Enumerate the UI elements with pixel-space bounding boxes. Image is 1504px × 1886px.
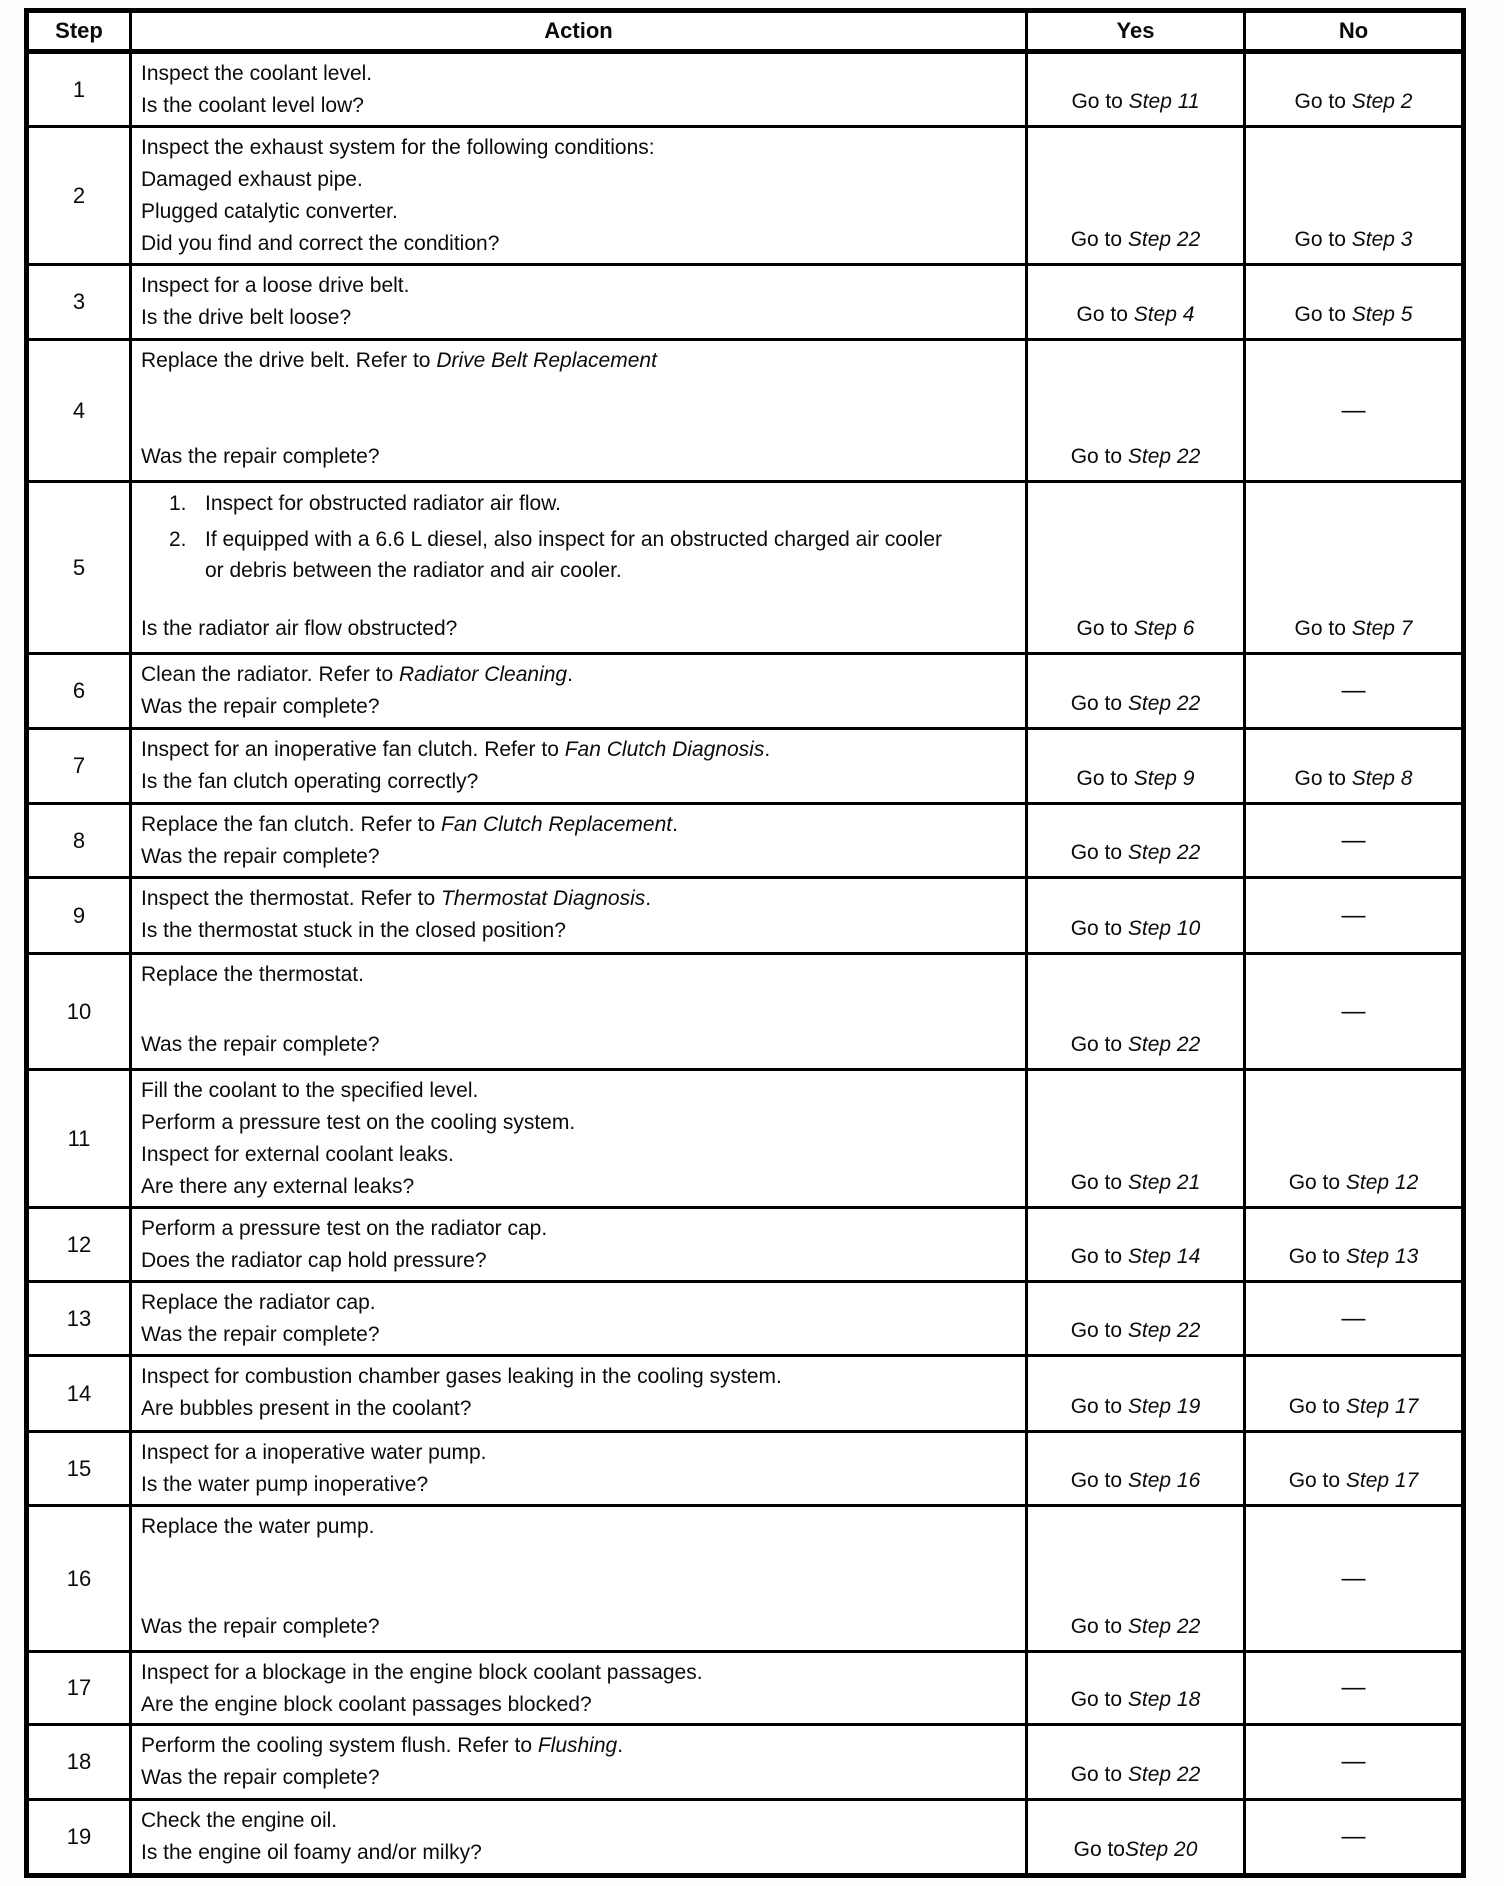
action-line (141, 58, 1015, 90)
dash: — (1341, 1304, 1366, 1332)
action-line (141, 1361, 1015, 1393)
dash: — (1341, 1674, 1366, 1701)
goto-text (1071, 1167, 1201, 1199)
action-text: Inspect for a inoperative water pump. (141, 1441, 487, 1464)
reference-text: Thermostat Diagnosis (440, 887, 646, 910)
action-cell (129, 1206, 1025, 1280)
action-text: Replace the water pump. (141, 1515, 375, 1538)
step-number-cell (29, 263, 129, 338)
action-text: Clean the radiator. Refer to (141, 663, 399, 686)
goto-text (1295, 86, 1413, 118)
action-line (141, 1437, 1015, 1469)
column-header-yes: Yes (1025, 13, 1243, 51)
no-cell (1243, 480, 1461, 652)
action-text: . (645, 887, 652, 910)
action-text: Does the radiator cap hold pressure? (141, 1249, 487, 1272)
goto-step-reference: Step 7 (1351, 617, 1413, 640)
no-cell (1243, 802, 1461, 876)
action-cell (129, 1723, 1025, 1798)
goto-text (1071, 1611, 1201, 1643)
step-number-cell (29, 51, 129, 125)
goto-step-reference: Step 4 (1133, 303, 1195, 326)
step-number-cell (29, 1206, 129, 1280)
step-number: 3 (72, 289, 86, 314)
action-text: If equipped with a 6.6 L diesel, also inspect for an obstructed charged air cooler or debris between the radiator and air cooler. (205, 528, 942, 582)
action-question (141, 302, 1015, 334)
action-text: Replace the radiator cap. (141, 1291, 376, 1314)
action-line (205, 488, 561, 519)
goto-step-reference: Step 22 (1127, 1319, 1201, 1342)
action-cell (129, 263, 1025, 338)
action-line (141, 1213, 1015, 1245)
goto-text (1077, 613, 1195, 645)
step-number: 12 (66, 1231, 92, 1257)
reference-text: Fan Clutch Replacement (441, 813, 673, 836)
step-number-cell (29, 652, 129, 727)
goto-prefix: Go to (1294, 303, 1352, 326)
action-cell (129, 876, 1025, 952)
action-line (141, 659, 1015, 691)
goto-text (1071, 1684, 1201, 1716)
goto-step-reference: Step 17 (1345, 1395, 1419, 1418)
step-number: 5 (72, 554, 86, 580)
step-number: 10 (66, 998, 92, 1024)
yes-cell (1025, 1354, 1243, 1430)
goto-text (1074, 1834, 1198, 1866)
action-line (141, 1657, 1015, 1689)
goto-prefix: Go to (1288, 1245, 1346, 1268)
yes-cell (1025, 51, 1243, 125)
yes-cell (1025, 1798, 1243, 1873)
action-line (141, 345, 1015, 377)
action-question (141, 228, 1015, 260)
action-cell (129, 1798, 1025, 1873)
goto-prefix: Go to (1288, 1171, 1346, 1194)
no-cell (1243, 952, 1461, 1068)
step-number: 13 (66, 1305, 92, 1331)
goto-step-reference: Step 16 (1127, 1469, 1201, 1492)
action-line (141, 1139, 1015, 1171)
step-number: 11 (67, 1125, 91, 1151)
goto-prefix: Go to (1070, 1615, 1128, 1638)
yes-cell (1025, 876, 1243, 952)
reference-text: Radiator Cleaning (398, 663, 568, 686)
action-text: Inspect the exhaust system for the following conditions: (141, 136, 655, 159)
step-number: 14 (66, 1380, 92, 1406)
action-question (141, 1762, 1015, 1794)
action-text: . (567, 663, 573, 686)
action-line (141, 809, 1015, 841)
yes-cell (1025, 952, 1243, 1068)
action-question (141, 1245, 1015, 1277)
step-number: 6 (72, 678, 86, 703)
action-text: Is the water pump inoperative? (141, 1473, 429, 1496)
reference-text: Drive Belt Replacement (436, 349, 657, 372)
yes-cell (1025, 1650, 1243, 1723)
list-number: 1. (169, 492, 187, 515)
action-question (141, 1689, 1015, 1721)
list-number: 2. (169, 528, 187, 551)
goto-text (1289, 1391, 1419, 1423)
action-line (141, 1107, 1015, 1139)
step-number-cell (29, 1280, 129, 1354)
goto-text (1295, 224, 1413, 256)
goto-prefix: Go to (1070, 917, 1128, 940)
action-line (141, 1805, 1015, 1837)
action-text: Inspect for combustion chamber gases leaking in the cooling system. (141, 1365, 782, 1388)
goto-text (1071, 1391, 1201, 1423)
no-cell (1243, 1723, 1461, 1798)
goto-text (1071, 1029, 1201, 1061)
action-cell (129, 802, 1025, 876)
no-cell (1243, 727, 1461, 802)
yes-cell (1025, 1430, 1243, 1504)
step-number-cell (29, 480, 129, 652)
goto-text (1071, 224, 1201, 256)
step-number-cell (29, 876, 129, 952)
yes-cell (1025, 480, 1243, 652)
action-list-item (141, 524, 1015, 586)
goto-text (1071, 86, 1199, 118)
no-cell (1243, 338, 1461, 480)
yes-cell (1025, 652, 1243, 727)
action-text: Replace the fan clutch. Refer to (141, 813, 441, 836)
step-number: 4 (72, 397, 86, 423)
goto-prefix: Go to (1294, 228, 1352, 251)
action-text: Perform the cooling system flush. Refer to (141, 1734, 538, 1757)
goto-prefix: Go to (1294, 617, 1352, 640)
action-cell (129, 125, 1025, 263)
action-line (141, 734, 1015, 766)
action-text: Inspect the thermostat. Refer to (141, 887, 441, 910)
action-question (141, 90, 1015, 122)
step-number-cell (29, 1723, 129, 1798)
goto-step-reference: Step 22 (1127, 1615, 1201, 1638)
action-text: Fill the coolant to the specified level. (141, 1079, 479, 1102)
goto-prefix: Go to (1294, 90, 1352, 113)
step-number-cell (29, 338, 129, 480)
no-cell (1243, 1650, 1461, 1723)
action-text: Was the repair complete? (141, 1033, 380, 1056)
step-number-cell (29, 952, 129, 1068)
step-number: 15 (66, 1455, 92, 1481)
action-line (141, 1287, 1015, 1319)
yes-cell (1025, 263, 1243, 338)
step-number-cell (29, 1798, 129, 1873)
goto-prefix: Go to (1070, 445, 1128, 468)
goto-prefix: Go to (1076, 617, 1134, 640)
column-header-action: Action (129, 13, 1025, 51)
action-line (141, 196, 1015, 228)
goto-step-reference: Step 10 (1127, 917, 1201, 940)
dash: — (1341, 677, 1366, 704)
action-cell (129, 952, 1025, 1068)
action-cell (129, 51, 1025, 125)
goto-prefix: Go to (1073, 1838, 1125, 1861)
goto-prefix: Go to (1070, 1469, 1128, 1492)
step-number-cell (29, 1430, 129, 1504)
action-question (141, 691, 1015, 723)
goto-prefix: Go to (1070, 692, 1128, 715)
no-cell (1243, 51, 1461, 125)
step-number: 9 (72, 902, 86, 928)
goto-prefix: Go to (1071, 90, 1129, 113)
action-text: Is the radiator air flow obstructed? (141, 617, 458, 640)
action-question (141, 915, 1015, 947)
goto-text (1071, 1241, 1201, 1273)
no-cell (1243, 876, 1461, 952)
goto-text (1289, 1465, 1419, 1497)
action-cell (129, 338, 1025, 480)
step-number-cell (29, 125, 129, 263)
goto-prefix: Go to (1070, 841, 1128, 864)
goto-prefix: Go to (1288, 1469, 1346, 1492)
step-number: 1 (72, 76, 86, 102)
action-text: Is the drive belt loose? (141, 306, 352, 329)
yes-cell (1025, 338, 1243, 480)
no-cell (1243, 1068, 1461, 1206)
reference-text: Flushing (537, 1734, 618, 1757)
action-cell (129, 1430, 1025, 1504)
step-number: 8 (72, 827, 86, 853)
goto-step-reference: Step 21 (1127, 1171, 1201, 1194)
yes-cell (1025, 1280, 1243, 1354)
step-number-cell (29, 1504, 129, 1650)
action-text: Is the coolant level low? (141, 94, 364, 117)
action-question (141, 1611, 1015, 1643)
goto-text (1071, 1759, 1201, 1791)
action-text: Inspect for external coolant leaks. (141, 1143, 454, 1166)
action-cell (129, 1068, 1025, 1206)
no-cell (1243, 652, 1461, 727)
action-text: Did you find and correct the condition? (141, 232, 500, 255)
action-line (141, 883, 1015, 915)
action-text: Are there any external leaks? (141, 1175, 415, 1198)
action-question (141, 1319, 1015, 1351)
goto-text (1071, 1465, 1201, 1497)
goto-step-reference: Step 9 (1133, 767, 1195, 790)
goto-text (1295, 763, 1413, 795)
action-question (141, 766, 1015, 798)
step-number: 18 (66, 1749, 92, 1774)
action-text: Inspect for a blockage in the engine block coolant passages. (141, 1661, 703, 1684)
yes-cell (1025, 727, 1243, 802)
action-question (141, 1837, 1015, 1869)
step-number-cell (29, 1650, 129, 1723)
action-text: Was the repair complete? (141, 845, 380, 868)
action-question (141, 1469, 1015, 1501)
goto-step-reference: Step 22 (1127, 445, 1201, 468)
no-cell (1243, 1280, 1461, 1354)
action-text: Are the engine block coolant passages blocked? (141, 1693, 592, 1716)
goto-step-reference: Step 11 (1128, 90, 1200, 113)
step-number-cell (29, 1068, 129, 1206)
no-cell (1243, 1354, 1461, 1430)
action-text: Damaged exhaust pipe. (141, 168, 363, 191)
goto-text (1077, 299, 1195, 331)
column-header-no: No (1243, 13, 1461, 51)
dash: — (1341, 901, 1366, 929)
action-text: Was the repair complete? (141, 1323, 380, 1346)
yes-cell (1025, 1206, 1243, 1280)
goto-prefix: Go to (1070, 1033, 1128, 1056)
action-line (141, 132, 1015, 164)
no-cell (1243, 1798, 1461, 1873)
goto-text (1071, 837, 1201, 869)
action-text: Was the repair complete? (141, 445, 380, 468)
yes-cell (1025, 1504, 1243, 1650)
goto-step-reference: Step 22 (1127, 841, 1201, 864)
goto-prefix: Go to (1070, 1319, 1128, 1342)
step-number-cell (29, 727, 129, 802)
action-text: Was the repair complete? (141, 1766, 380, 1789)
action-line (141, 1730, 1015, 1762)
goto-prefix: Go to (1076, 303, 1134, 326)
goto-text (1071, 441, 1201, 473)
action-text: Replace the thermostat. (141, 963, 364, 986)
goto-text (1071, 913, 1201, 945)
action-text: Inspect the coolant level. (141, 62, 373, 85)
goto-step-reference: Step 12 (1345, 1171, 1419, 1194)
action-text: Perform a pressure test on the radiator cap. (141, 1217, 548, 1240)
action-text: Is the fan clutch operating correctly? (141, 770, 479, 793)
action-cell (129, 480, 1025, 652)
yes-cell (1025, 1723, 1243, 1798)
action-text: Is the thermostat stuck in the closed position? (141, 919, 566, 942)
action-question (141, 1393, 1015, 1425)
action-line (141, 1511, 1015, 1543)
action-text: Inspect for a loose drive belt. (141, 274, 410, 297)
goto-step-reference: Step 19 (1127, 1395, 1201, 1418)
action-line (141, 959, 1015, 991)
goto-step-reference: Step 6 (1133, 617, 1195, 640)
goto-prefix: Go to (1070, 1688, 1128, 1711)
goto-text (1295, 613, 1413, 645)
reference-text: Fan Clutch Diagnosis (564, 738, 765, 761)
action-line (141, 1075, 1015, 1107)
action-text: Inspect for obstructed radiator air flow. (205, 492, 562, 515)
step-number: 17 (66, 1675, 92, 1700)
goto-step-reference: Step 17 (1345, 1469, 1419, 1492)
no-cell (1243, 263, 1461, 338)
goto-text (1295, 299, 1413, 331)
action-list-item (141, 488, 1015, 519)
action-line (141, 164, 1015, 196)
yes-cell (1025, 125, 1243, 263)
action-text: Plugged catalytic converter. (141, 200, 398, 223)
action-text: . (764, 738, 771, 761)
dash: — (1341, 396, 1366, 424)
action-question (141, 613, 1015, 645)
dash: — (1341, 826, 1366, 854)
action-question (141, 841, 1015, 873)
step-number-cell (29, 802, 129, 876)
step-number: 2 (72, 182, 86, 208)
column-header-step: Step (29, 13, 129, 51)
action-text: . (672, 813, 678, 836)
action-line (141, 270, 1015, 302)
goto-text (1071, 1315, 1201, 1347)
action-cell (129, 1280, 1025, 1354)
action-text: Was the repair complete? (141, 1615, 380, 1638)
diagnostic-table (24, 8, 1466, 1878)
action-question (141, 1029, 1015, 1061)
action-line (205, 524, 961, 586)
goto-step-reference: Step 18 (1127, 1688, 1201, 1711)
goto-step-reference: Step 20 (1124, 1838, 1198, 1861)
goto-text (1077, 763, 1195, 795)
goto-prefix: Go to (1070, 1763, 1128, 1786)
goto-step-reference: Step 22 (1127, 692, 1201, 715)
action-cell (129, 1650, 1025, 1723)
step-number: 16 (66, 1565, 92, 1591)
dash: — (1341, 997, 1366, 1025)
yes-cell (1025, 802, 1243, 876)
action-cell (129, 652, 1025, 727)
goto-prefix: Go to (1070, 1171, 1128, 1194)
dash: — (1341, 1748, 1366, 1775)
goto-text (1289, 1167, 1419, 1199)
action-text: Check the engine oil. (141, 1809, 338, 1832)
step-number: 7 (72, 753, 86, 778)
action-text: Perform a pressure test on the cooling system. (141, 1111, 576, 1134)
no-cell (1243, 1504, 1461, 1650)
goto-step-reference: Step 8 (1351, 767, 1413, 790)
goto-prefix: Go to (1070, 228, 1128, 251)
action-text: Replace the drive belt. Refer to (141, 349, 437, 372)
goto-step-reference: Step 3 (1351, 228, 1413, 251)
action-cell (129, 1504, 1025, 1650)
goto-step-reference: Step 14 (1127, 1245, 1201, 1268)
goto-step-reference: Step 22 (1127, 228, 1201, 251)
yes-cell (1025, 1068, 1243, 1206)
dash: — (1341, 1564, 1366, 1592)
step-number: 19 (66, 1824, 92, 1849)
no-cell (1243, 1206, 1461, 1280)
no-cell (1243, 1430, 1461, 1504)
action-text: Are bubbles present in the coolant? (141, 1397, 472, 1420)
no-cell (1243, 125, 1461, 263)
goto-step-reference: Step 13 (1345, 1245, 1419, 1268)
goto-prefix: Go to (1070, 1245, 1128, 1268)
action-text: Is the engine oil foamy and/or milky? (141, 1841, 482, 1864)
dash: — (1341, 1823, 1366, 1850)
goto-prefix: Go to (1070, 1395, 1128, 1418)
goto-text (1289, 1241, 1419, 1273)
step-number-cell (29, 1354, 129, 1430)
goto-step-reference: Step 22 (1127, 1033, 1201, 1056)
action-text: . (617, 1734, 624, 1757)
action-cell (129, 727, 1025, 802)
action-question (141, 1171, 1015, 1203)
goto-step-reference: Step 5 (1351, 303, 1413, 326)
action-question (141, 441, 1015, 473)
action-text: Inspect for an inoperative fan clutch. Refer to (141, 738, 565, 761)
goto-prefix: Go to (1288, 1395, 1346, 1418)
goto-prefix: Go to (1294, 767, 1352, 790)
goto-prefix: Go to (1076, 767, 1134, 790)
action-cell (129, 1354, 1025, 1430)
goto-step-reference: Step 2 (1351, 90, 1413, 113)
goto-step-reference: Step 22 (1127, 1763, 1201, 1786)
action-text: Was the repair complete? (141, 695, 380, 718)
goto-text (1071, 688, 1201, 720)
